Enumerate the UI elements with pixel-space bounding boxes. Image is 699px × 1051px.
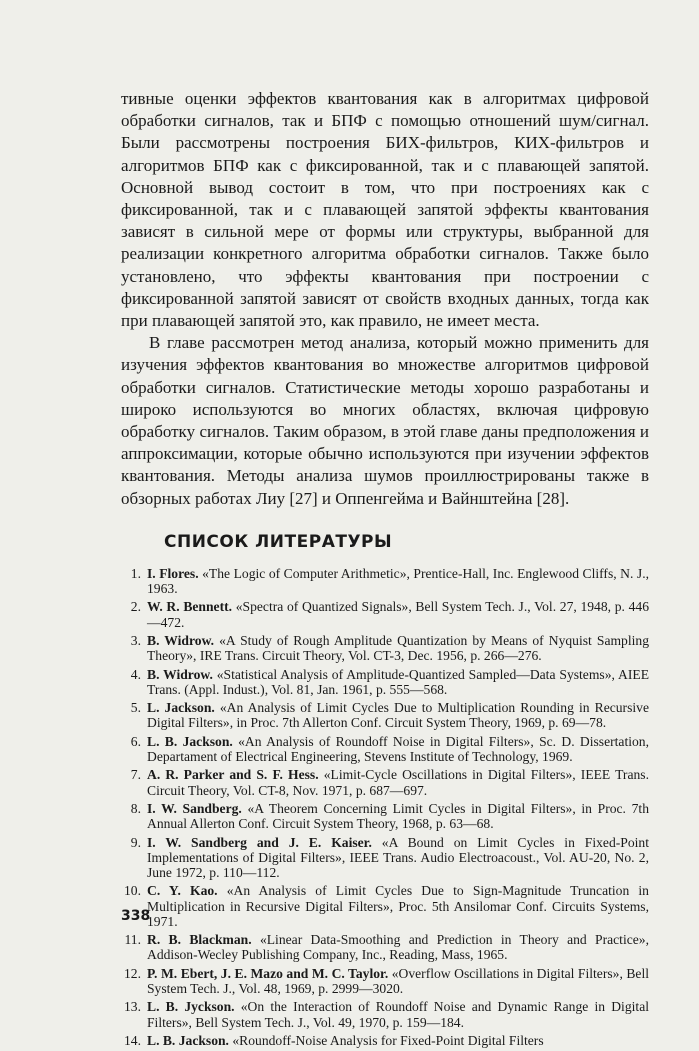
reference-item bbox=[121, 1033, 649, 1048]
reference-text: «On the Interaction of Roundoff Noise and Dynamic Range in Digital Filters», Bell System Tech. J., Vol. 49, 1970, p. 159—184. bbox=[147, 999, 649, 1030]
reference-text: «Limit-Cycle Oscillations in Digital Filters», IEEE Trans. Circuit Theory, Vol. CT-8, Nov. 1971, p. 687—697. bbox=[147, 767, 649, 798]
reference-authors: C. Y. Kao. bbox=[147, 883, 218, 899]
references-heading: СПИСОК ЛИТЕРАТУРЫ bbox=[164, 531, 393, 552]
reference-number: 10. bbox=[124, 883, 141, 899]
reference-text: «A Study of Rough Amplitude Quantization by Means of Nyquist Sampling Theory», IRE Trans. Circuit Theory, Vol. CT-3, Dec. 1956, p. 266—276. bbox=[147, 633, 650, 664]
reference-authors: P. M. Ebert, J. E. Mazo and M. C. Taylor. bbox=[147, 965, 389, 981]
reference-item bbox=[121, 767, 649, 797]
references-list bbox=[121, 566, 649, 1048]
reference-number: 2. bbox=[130, 599, 141, 615]
reference-number: 9. bbox=[130, 834, 141, 850]
reference-item bbox=[121, 932, 649, 962]
reference-text: «An Analysis of Limit Cycles Due to Sign-Magnitude Truncation in Multiplication in Recursive Digital Filters», Proc. 5th Ansilomar Conf. Circuits Systems, 1971. bbox=[147, 883, 649, 929]
reference-text: «Roundoff-Noise Analysis for Fixed-Point Digital Filters bbox=[228, 1032, 544, 1048]
reference-item bbox=[121, 700, 649, 730]
reference-text: «A Bound on Limit Cycles in Fixed-Point Implementations of Digital Filters», IEEE Trans. Audio Electroacoust., Vol. AU-20, No. 2, June 1972, p. 110—112. bbox=[147, 834, 649, 881]
reference-authors: L. Jackson. bbox=[147, 700, 215, 716]
reference-authors: W. R. Bennett. bbox=[147, 599, 233, 615]
page-number: 338 bbox=[121, 908, 151, 924]
reference-number: 3. bbox=[130, 633, 141, 649]
reference-number: 7. bbox=[130, 767, 141, 783]
reference-item bbox=[121, 835, 649, 881]
reference-text: «An Analysis of Limit Cycles Due to Multiplication Rounding in Recursive Digital Filters», in Proc. 7th Allerton Conf. Circuit System Theory, 1969, p. 69—78. bbox=[147, 700, 649, 731]
reference-text: «A Theorem Concerning Limit Cycles in Digital Filters», in Proc. 7th Annual Allerton Conf. Circuit System Theory, 1968, p. 63—68. bbox=[147, 801, 649, 832]
reference-item bbox=[121, 667, 649, 697]
reference-authors: A. R. Parker and S. F. Hess. bbox=[147, 767, 319, 783]
reference-authors: L. B. Jackson. bbox=[147, 1032, 229, 1048]
reference-number: 6. bbox=[130, 733, 141, 749]
reference-authors: R. B. Blackman. bbox=[147, 932, 252, 948]
paragraph-1: тивные оценки эффектов квантования как в алгоритмах цифровой обработки сигналов, так и БПФ с помощью отношений шум/сигнал. Были рассмотрены построения БИХ-фильтров, КИХ-фильтров и алгоритмов БПФ как с фиксированной, так и с плавающей запятой. Основной вывод состоит в том, что при построениях как с фиксированной, так и с плавающей запятой эффекты квантования зависят в сильной мере от формы или структуры, выбранной для реализации конкретного алгоритма обработки сигналов. Также было установлено, что эффекты квантования при построении с фиксированной запятой зависят от свойств входных данных, тогда как при плавающей запятой это, как правило, не имеет места. bbox=[121, 89, 649, 331]
reference-item bbox=[121, 734, 649, 764]
reference-text: «Overflow Oscillations in Digital Filters», Bell System Tech. J., Vol. 48, 1969, p. 2999—3020. bbox=[147, 965, 649, 996]
body-text bbox=[121, 88, 649, 510]
reference-authors: L. B. Jackson. bbox=[147, 733, 233, 749]
reference-text: «Statistical Analysis of Amplitude-Quantized Sampled—Data Systems», AIEE Trans. (Appl. Indust.), Vol. 81, Jan. 1961, p. 555—568. bbox=[147, 666, 649, 697]
reference-authors: B. Widrow. bbox=[147, 666, 213, 682]
reference-authors: L. B. Jyckson. bbox=[147, 999, 235, 1015]
reference-authors: I. Flores. bbox=[147, 565, 199, 581]
reference-text: «An Analysis of Roundoff Noise in Digital Filters», Sc. D. Dissertation, Departament of Electrical Engineering, Stevens Institute of Technology, 1969. bbox=[147, 733, 649, 765]
reference-item bbox=[121, 633, 649, 663]
reference-text: «Spectra of Quantized Signals», Bell System Tech. J., Vol. 27, 1948, p. 446—472. bbox=[147, 599, 650, 630]
book-page bbox=[121, 88, 649, 1051]
reference-item bbox=[121, 883, 649, 929]
paragraph-2: В главе рассмотрен метод анализа, который можно применить для изучения эффектов квантования во множестве алгоритмов цифровой обработки сигналов. Статистические методы хорошо разработаны и широко используются во многих областях, включая цифровую обработку сигналов. Таким образом, в этой главе даны предположения и аппроксимации, которые обычно используются при изучении эффектов квантования. Методы анализа шумов проиллюстрированы также в обзорных работах Лиу [27] и Оппенгейма и Вайнштейна [28]. bbox=[121, 333, 649, 508]
reference-number: 5. bbox=[130, 700, 141, 716]
reference-number: 1. bbox=[130, 565, 141, 581]
reference-text: «The Logic of Computer Arithmetic», Prentice-Hall, Inc. Englewood Cliffs, N. J., 1963. bbox=[147, 565, 649, 597]
reference-item bbox=[121, 566, 649, 596]
reference-number: 8. bbox=[130, 801, 141, 817]
reference-text: «Linear Data-Smoothing and Prediction in Theory and Practice», Addison-Wecley Publishing Company, Inc., Reading, Mass, 1965. bbox=[147, 932, 650, 963]
reference-authors: B. Widrow. bbox=[147, 633, 215, 649]
reference-number: 12. bbox=[124, 965, 141, 981]
reference-number: 14. bbox=[124, 1032, 141, 1048]
reference-authors: I. W. Sandberg and J. E. Kaiser. bbox=[147, 834, 372, 850]
reference-item bbox=[121, 966, 649, 996]
reference-item bbox=[121, 999, 649, 1029]
reference-item bbox=[121, 599, 649, 629]
reference-number: 4. bbox=[130, 666, 141, 682]
reference-number: 11. bbox=[124, 932, 141, 948]
reference-number: 13. bbox=[124, 999, 141, 1015]
reference-authors: I. W. Sandberg. bbox=[147, 801, 242, 817]
reference-item bbox=[121, 801, 649, 831]
